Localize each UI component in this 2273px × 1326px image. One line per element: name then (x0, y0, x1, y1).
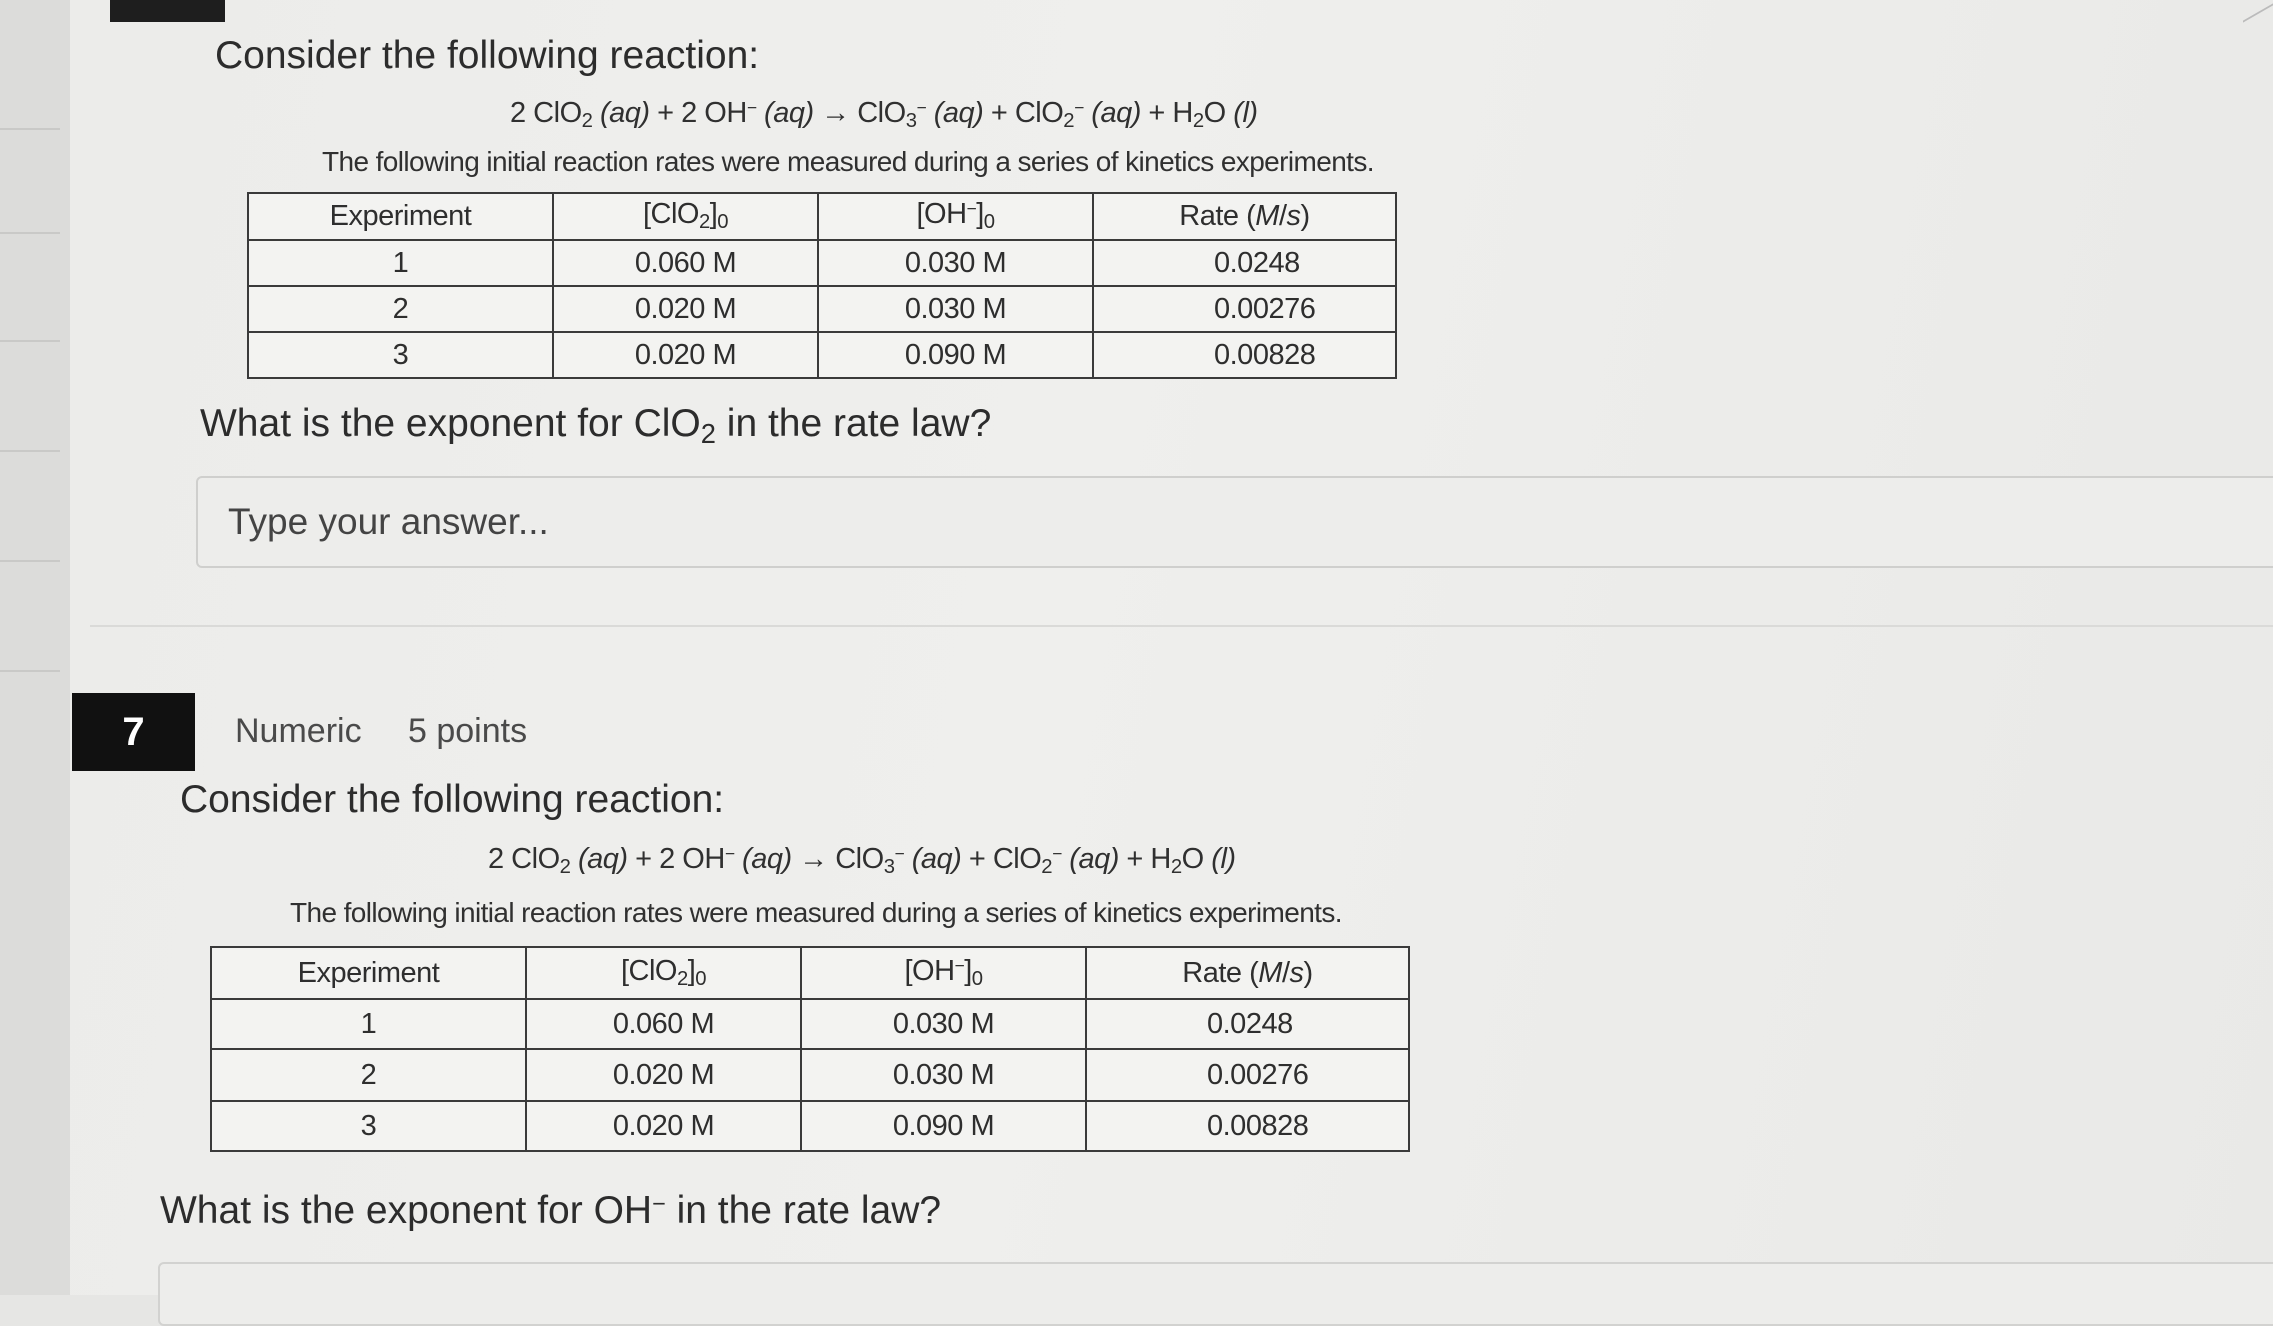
header-rate: Rate (M/s) (1093, 193, 1396, 240)
q7-answer-field[interactable] (158, 1262, 2273, 1326)
margin-divider (0, 450, 60, 452)
cell-clo2: 0.060 M (553, 240, 818, 286)
margin-divider (0, 128, 60, 130)
margin-divider (0, 560, 60, 562)
q6-kinetics-table (247, 192, 1397, 379)
question-points-label: 5 points (408, 712, 528, 750)
header-clo2-conc: $[ClO_2]_0$ (526, 947, 801, 999)
cell-experiment: 2 (211, 1049, 526, 1101)
left-margin (0, 0, 71, 1295)
q6-intro-text: The following initial reaction rates were measured during a series of kinetics experiments. (322, 146, 1374, 177)
header-experiment: Experiment (248, 193, 553, 240)
q7-intro-text: The following initial reaction rates were measured during a series of kinetics experiments. (290, 897, 1342, 928)
table-header-row (211, 947, 1409, 999)
header-experiment: Experiment (211, 947, 526, 999)
cell-clo2: 0.020 M (526, 1049, 801, 1101)
previous-question-number-badge (110, 0, 225, 22)
cell-oh: 0.030 M (801, 999, 1086, 1049)
table-row (248, 240, 1396, 286)
cell-rate: 0.0248 (1086, 999, 1409, 1049)
header-oh-conc: $[OH^-]_0$ (818, 193, 1093, 240)
header-clo2-conc: $[ClO_2]_0$ (553, 193, 818, 240)
cell-oh: 0.090 M (818, 332, 1093, 378)
q6-prompt: Consider the following reaction: (215, 34, 760, 77)
table-row (248, 286, 1396, 332)
table-row (211, 1101, 1409, 1151)
cell-clo2: 0.020 M (553, 332, 818, 378)
margin-divider (0, 670, 60, 672)
cell-experiment: 3 (248, 332, 553, 378)
cell-rate: 0.00828 (1086, 1101, 1409, 1151)
question-type-label: Numeric (235, 712, 362, 750)
q7-question: What is the exponent for OH− in the rate law? (160, 1189, 942, 1232)
table-row (211, 999, 1409, 1049)
header-oh-conc: $[OH^-]_0$ (801, 947, 1086, 999)
cell-rate: 0.00276 (1086, 1049, 1409, 1101)
cell-experiment: 2 (248, 286, 553, 332)
q7-equation: 2 ClO$_2$ (aq) + 2 OH− (aq) → ClO$_3$− (aq) + ClO$_2$− $(aq) + H_2O$ (l) (488, 843, 1236, 879)
cell-rate: 0.00828 (1093, 332, 1396, 378)
cell-oh: 0.030 M (818, 240, 1093, 286)
cell-oh: 0.030 M (801, 1049, 1086, 1101)
cell-rate: 0.0248 (1093, 240, 1396, 286)
q6-answer-input[interactable] (198, 478, 2273, 566)
cell-experiment: 1 (211, 999, 526, 1049)
q7-prompt: Consider the following reaction: (180, 778, 725, 821)
cell-experiment: 3 (211, 1101, 526, 1151)
question-divider (90, 625, 2273, 627)
q6-question: What is the exponent for ClO$_2$ in the rate law? (200, 402, 992, 449)
cell-clo2: 0.060 M (526, 999, 801, 1049)
question-number-badge: 7 (72, 693, 195, 771)
cell-rate: 0.00276 (1093, 286, 1396, 332)
q6-answer-field[interactable] (196, 476, 2273, 568)
cell-oh: 0.030 M (818, 286, 1093, 332)
cell-experiment: 1 (248, 240, 553, 286)
q7-kinetics-table (210, 946, 1410, 1152)
margin-divider (0, 232, 60, 234)
cell-oh: 0.090 M (801, 1101, 1086, 1151)
table-header-row (248, 193, 1396, 240)
table-row (248, 332, 1396, 378)
header-rate: Rate (M/s) (1086, 947, 1409, 999)
margin-divider (0, 340, 60, 342)
q6-equation: 2 ClO$_2$ (aq) + 2 OH− (aq) → ClO$_3$− (aq) + ClO$_2$− $(aq) + H_2O$ (l) (510, 97, 1258, 133)
cell-clo2: 0.020 M (526, 1101, 801, 1151)
cell-clo2: 0.020 M (553, 286, 818, 332)
table-row (211, 1049, 1409, 1101)
